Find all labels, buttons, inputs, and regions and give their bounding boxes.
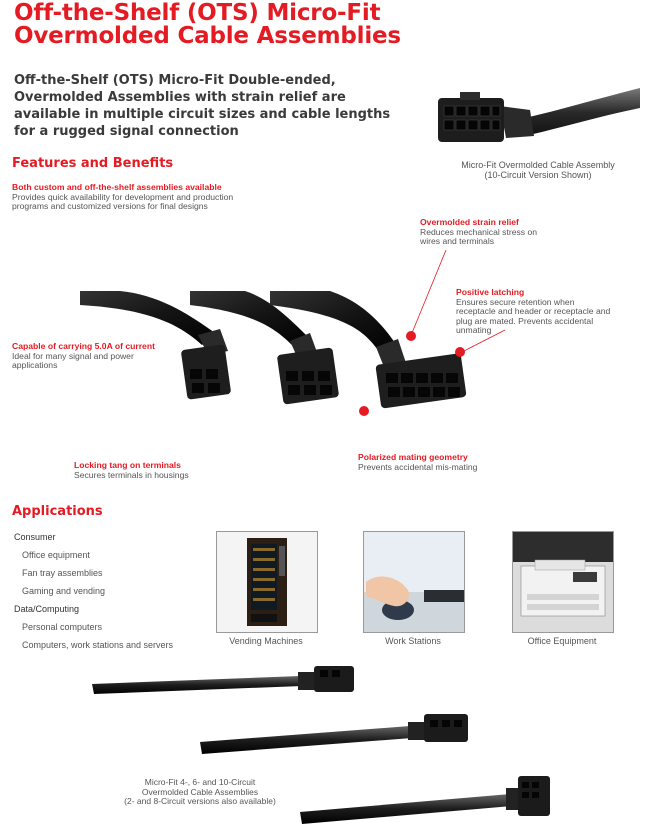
callout-body: Provides quick availability for development and production programs and customized versions for final designs [12, 191, 234, 212]
applications-list [14, 530, 173, 656]
list-item: Personal computers [22, 622, 103, 632]
applications-heading: Applications [12, 504, 103, 519]
callout-title: Capable of carrying 5.0A of current [12, 341, 155, 351]
vending-machine-image [216, 531, 318, 633]
features-heading: Features and Benefits [12, 156, 174, 171]
callout-body: Ideal for many signal and power applications [12, 350, 134, 371]
hero-caption-line-1: Micro-Fit Overmolded Cable Assembly [461, 160, 615, 170]
callout-body: Prevents accidental mis-mating [358, 461, 478, 472]
callout-title: Both custom and off-the-shelf assemblies available [12, 182, 222, 192]
callout-body: Ensures secure retention when receptacle and header or receptacle and plug are mated. Prevents accidental unmating [456, 296, 611, 336]
title-line-1: Off-the-Shelf (OTS) Micro-Fit [14, 0, 381, 26]
callout-title: Polarized mating geometry [358, 452, 468, 462]
callout-title: Positive latching [456, 287, 525, 297]
bottom-caption [110, 778, 290, 807]
callout-title: Locking tang on terminals [74, 460, 181, 470]
list-item: Computers, work stations and servers [22, 640, 174, 650]
callout-body: Reduces mechanical stress on wires and terminals [420, 226, 538, 247]
hero-caption-line-2: (10-Circuit Version Shown) [484, 170, 592, 180]
thumb-caption: Work Stations [385, 636, 441, 646]
list-item: Fan tray assemblies [22, 568, 103, 578]
callout-dot-polarized-geometry [359, 406, 369, 416]
thumb-caption: Vending Machines [229, 636, 303, 646]
bottom-caption-line-1: Micro-Fit 4-, 6- and 10-Circuit [144, 777, 256, 787]
thumb-caption: Office Equipment [527, 636, 597, 646]
category-consumer: Consumer [14, 532, 56, 542]
bottom-caption-line-2: Overmolded Cable Assemblies [141, 786, 259, 797]
list-item: Gaming and vending [22, 586, 106, 596]
office-equipment-image [512, 531, 614, 633]
callout-dot-strain-relief [406, 331, 416, 341]
lead-paragraph: Off-the-Shelf (OTS) Micro-Fit Double-ended, Overmolded Assemblies with strain relief are available in multiple circuit sizes and cable lengths for a rugged signal connection [14, 73, 391, 139]
callout-dot-positive-latching [455, 347, 465, 357]
bottom-caption-line-3: (2- and 8-Circuit versions also available) [124, 796, 276, 807]
work-station-image [363, 531, 465, 633]
callout-body: Secures terminals in housings [74, 469, 189, 480]
callout-title: Overmolded strain relief [420, 217, 519, 227]
list-item: Office equipment [22, 550, 90, 560]
title-line-2: Overmolded Cable Assemblies [14, 23, 401, 49]
category-data-computing: Data/Computing [14, 604, 80, 614]
